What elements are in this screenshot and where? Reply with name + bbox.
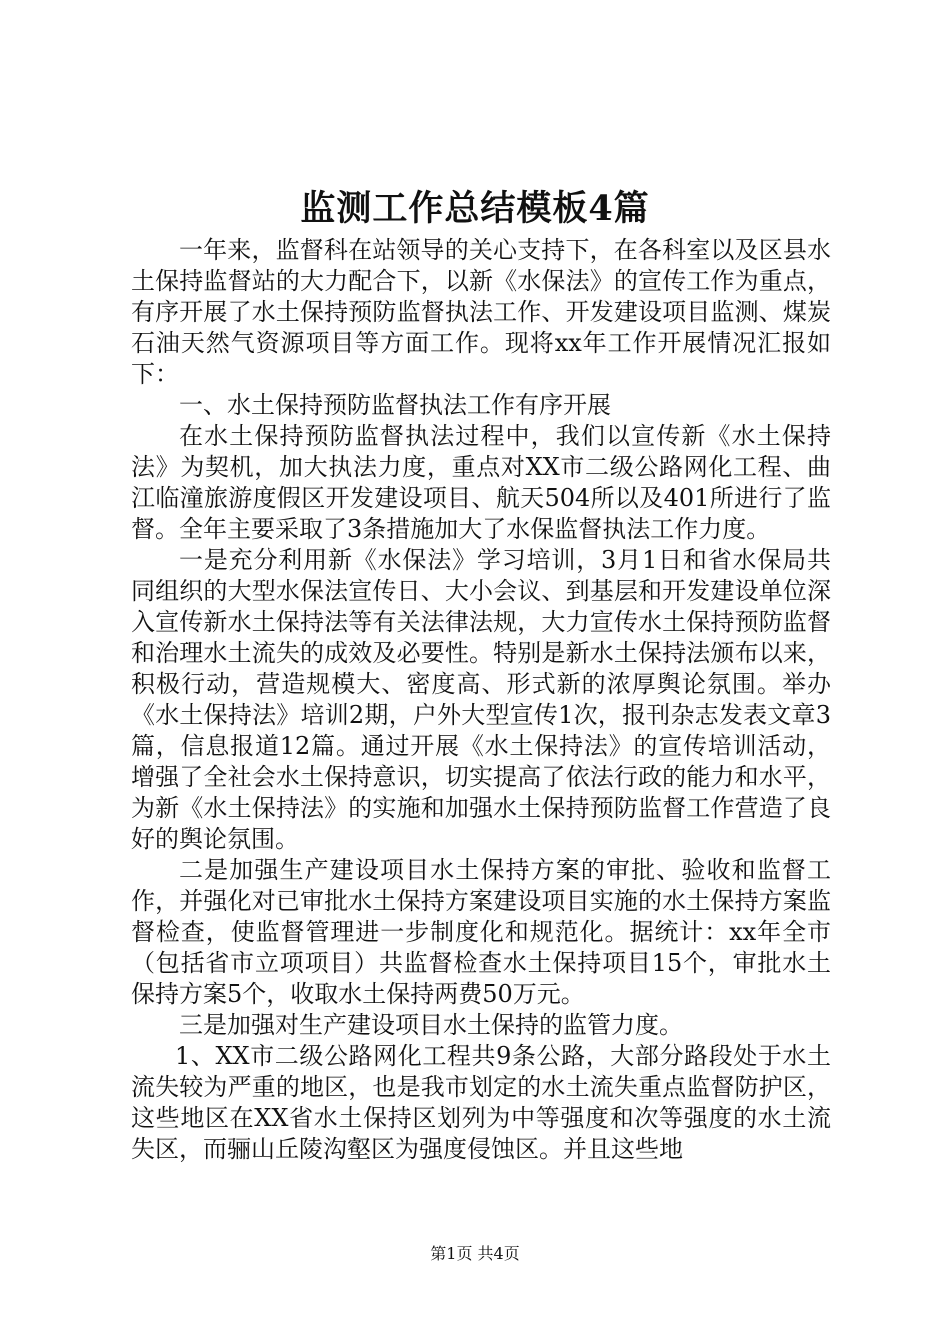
paragraph-measure-3: 三是加强对生产建设项目水土保持的监管力度。: [179, 1011, 683, 1039]
document-body: [131, 235, 831, 1165]
page-footer: 第1页 共4页: [430, 1244, 520, 1263]
paragraph-item-1: 1、XX市二级公路网化工程共9条公路，大部分路段处于水土流失较为严重的地区，也是我市划定的水土流失重点监督防护区，这些地区在XX省水土保持区划列为中等强度和次等强度的水土流失区，而骊山丘陵沟壑区为强度侵蚀区。并且这些地: [131, 1042, 831, 1163]
paragraph-intro: 一年来，监督科在站领导的关心支持下，在各科室以及区县水土保持监督站的大力配合下，以新《水保法》的宣传工作为重点，有序开展了水土保持预防监督执法工作、开发建设项目监测、煤炭石油天然气资源项目等方面工作。现将xx年工作开展情况汇报如下：: [131, 236, 831, 388]
section-heading-1: 一、水土保持预防监督执法工作有序开展: [179, 391, 611, 419]
paragraph-measure-1: 一是充分利用新《水保法》学习培训，3月1日和省水保局共同组织的大型水保法宣传日、大小会议、到基层和开发建设单位深入宣传新水土保持法等有关法律法规，大力宣传水土保持预防监督和治理水土流失的成效及必要性。特别是新水土保持法颁布以来，积极行动，营造规模大、密度高、形式新的浓厚舆论氛围。举办《水土保持法》培训2期，户外大型宣传1次，报刊杂志发表文章3篇，信息报道12篇。通过开展《水土保持法》的宣传培训活动，增强了全社会水土保持意识，切实提高了依法行政的能力和水平，为新《水土保持法》的实施和加强水土保持预防监督工作营造了良好的舆论氛围。: [131, 546, 831, 853]
paragraph-measure-2: 二是加强生产建设项目水土保持方案的审批、验收和监督工作，并强化对已审批水土保持方案建设项目实施的水土保持方案监督检查，使监督管理进一步制度化和规范化。据统计：xx年全市（包括省市立项项目）共监督检查水土保持项目15个，审批水土保持方案5个，收取水土保持两费50万元。: [131, 856, 831, 1008]
document-title: 监测工作总结模板4篇: [300, 188, 650, 229]
paragraph-enforcement: 在水土保持预防监督执法过程中，我们以宣传新《水土保持法》为契机，加大执法力度，重点对XX市二级公路网化工程、曲江临潼旅游度假区开发建设项目、航天504所以及401所进行了监督。全年主要采取了3条措施加大了水保监督执法工作力度。: [131, 422, 831, 543]
